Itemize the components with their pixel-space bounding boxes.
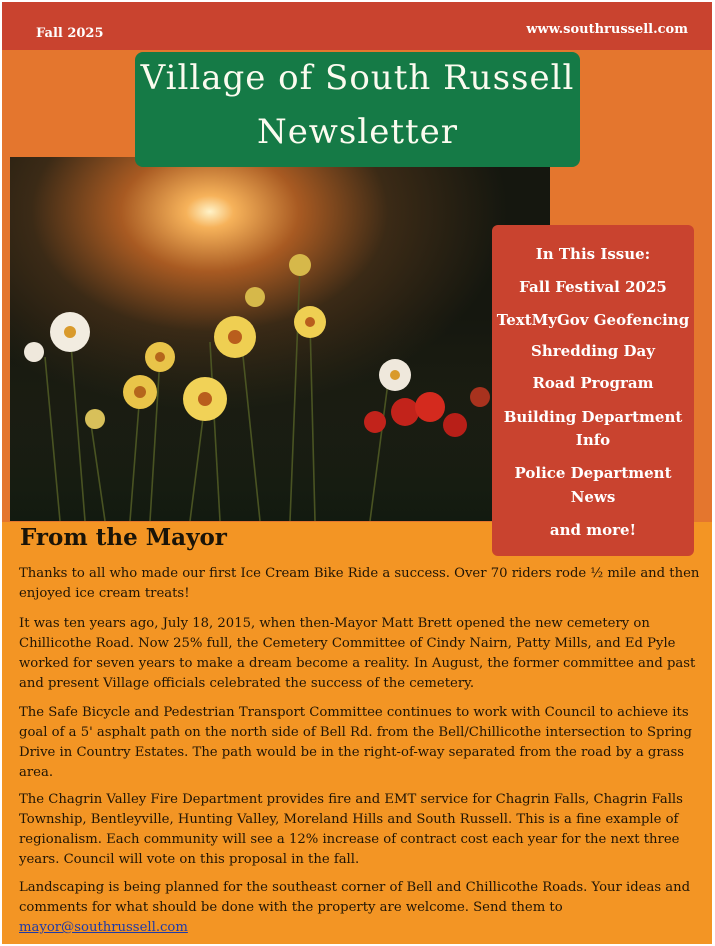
- mayor-email-link[interactable]: mayor@southrussell.com: [19, 920, 188, 935]
- mayor-paragraph-1: Thanks to all who made our first Ice Cream Bike Ride a success. Over 70 riders rode ½ mile and then enjoyed ice cream treats!: [19, 566, 700, 601]
- newsletter-page: [2, 2, 712, 944]
- in-this-issue-box: [492, 225, 694, 556]
- issue-item-building-department-info: Info: [575, 431, 611, 449]
- in-this-issue-heading: In This Issue:: [535, 245, 651, 263]
- issue-item-road-program: Road Program: [532, 374, 654, 392]
- issue-item-fall-festival: Fall Festival 2025: [519, 278, 667, 296]
- issue-item-building-department: Building Department: [503, 408, 683, 426]
- header-bar: [2, 2, 712, 50]
- from-the-mayor-heading: From the Mayor: [20, 524, 227, 551]
- website-link[interactable]: www.southrussell.com: [526, 22, 688, 37]
- mayor-paragraph-5-text: Landscaping is being planned for the southeast corner of Bell and Chillicothe Roads. Your ideas and comments for what should be done with the property are welcome. Send them to: [19, 880, 691, 915]
- issue-item-police-department-news: News: [570, 488, 616, 506]
- issue-item-textmygov: TextMyGov Geofencing: [496, 311, 690, 329]
- sunset-flowers-photo: [10, 157, 550, 521]
- issue-item-police-department: Police Department: [514, 464, 672, 482]
- issue-item-shredding-day: Shredding Day: [531, 342, 655, 360]
- mayor-paragraph-3: The Safe Bicycle and Pedestrian Transport Committee continues to work with Council to achieve its goal of a 5' asphalt path on the north side of Bell Rd. from the Bell/Chillicothe intersection to Spring Drive in Country Estates. The path would be in the right-of-way separated from the road by a grass area.: [19, 705, 692, 780]
- title-line-1: Village of South Russell: [140, 58, 575, 98]
- mayor-paragraph-4: The Chagrin Valley Fire Department provides fire and EMT service for Chagrin Falls, Chagrin Falls Township, Bentleyville, Hunting Valley, Moreland Hills and South Russell. This is a fine example of regionalism. Each community will see a 12% increase of contract cost each year for the next three years. Council will vote on this proposal in the fall.: [19, 792, 683, 867]
- mayor-paragraph-5: [19, 878, 707, 938]
- title-line-2: Newsletter: [256, 112, 459, 152]
- newsletter-title: [135, 52, 580, 167]
- issue-season: Fall 2025: [36, 26, 104, 41]
- mayor-paragraph-2: It was ten years ago, July 18, 2015, when then-Mayor Matt Brett opened the new cemetery on Chillicothe Road. Now 25% full, the Cemetery Committee of Cindy Nairn, Patty Mills, and Ed Pyle worked for seven years to make a dream become a reality. In August, the former committee and past and present Village officials celebrated the success of the cemetery.: [19, 616, 696, 691]
- issue-item-and-more: and more!: [549, 521, 637, 539]
